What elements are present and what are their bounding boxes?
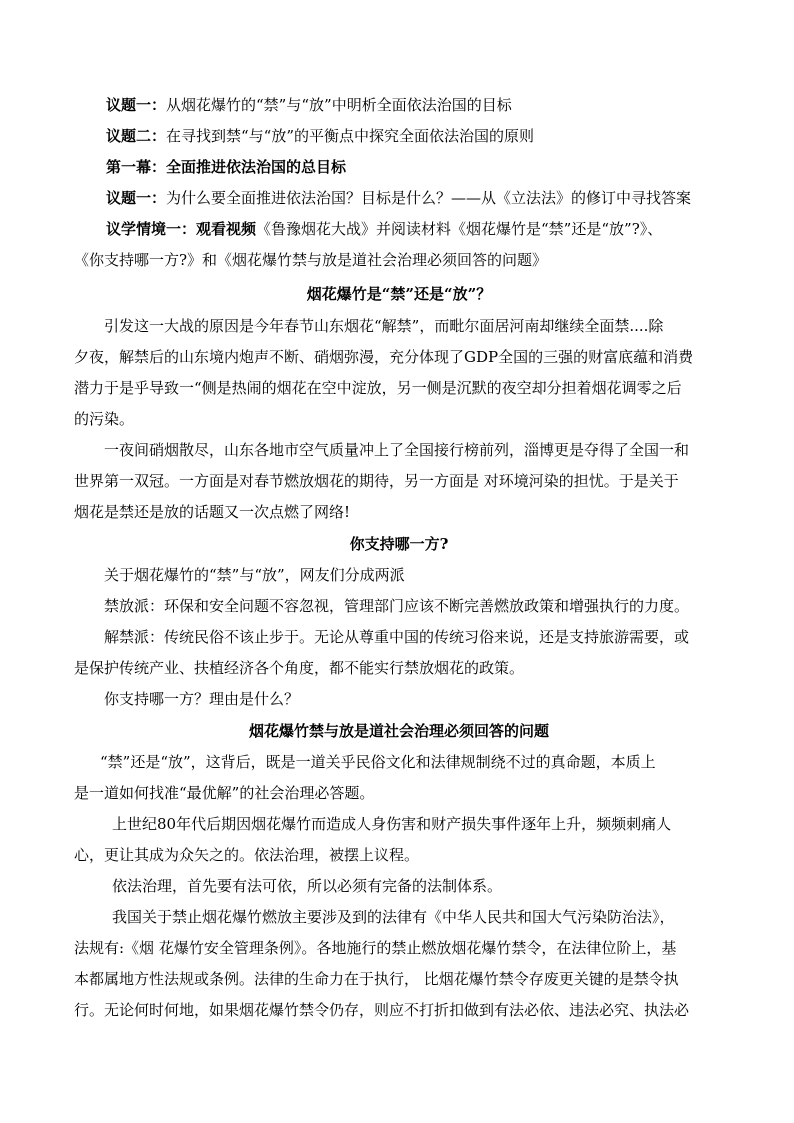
topic-1-text: 从烟花爆竹的“禁”与“放”中明析全面依法治国的目标	[166, 96, 512, 114]
section-3-p4-l4: 行。无论何时何地，如果烟花爆竹禁令仍存，则应不打折扣做到有法必依、违法必究、执法必	[74, 1001, 690, 1019]
question-1-label: 议题一：	[106, 189, 167, 207]
section-1-p1-l1: 引发这一大战的原因是今年春节山东烟花“解禁”，而毗尔面居河南却继续全面禁....除	[104, 317, 664, 335]
topic-1-label: 议题一：	[106, 96, 167, 114]
context-text-1: 《鲁豫烟花大战》并阅读材料《烟花爆竹是“禁”还是“放”?》、	[256, 220, 663, 238]
section-1-p1-l3: 潜力于是乎导致一“侧是热闹的烟花在空中淀放，另一侧是沉默的夜空却分担着烟花调零之后	[74, 379, 682, 397]
section-1-heading: 烟花爆竹是“禁”还是“放”？	[306, 285, 492, 303]
topic-2-line	[106, 125, 726, 147]
section-1-p2-l2: 世界第一双冠。一方面是对春节燃放烟花的期待，另一方面是 对环境河染的担忧。于是关于	[74, 472, 679, 490]
question-1-text: 为什么要全面推进依法治国？目标是什么？——从《立法法》的修订中寻找答案	[166, 189, 692, 207]
section-3-heading: 烟花爆竹禁与放是道社会治理必须回答的问题	[248, 722, 549, 740]
question-1-line	[106, 187, 736, 209]
section-2-p1: 关于烟花爆竹的“禁”与“放”，网友们分成两派	[104, 566, 405, 584]
act-1-title: 第一幕：全面推进依法治国的总目标	[106, 158, 347, 176]
section-3-p3: 依法治理，首先要有法可依，所以必须有完备的法制体系。	[112, 877, 503, 895]
context-line-2: 《你支持哪一方?》和《烟花爆竹禁与放是道社会治理必须回答的问题》	[74, 251, 548, 269]
section-2-p3-l2: 是保护传统产业、扶植经济各个角度，都不能实行禁放烟花的政策。	[74, 659, 525, 677]
section-3-p4-l2: 法规有:《烟 花爆竹安全管理条例》。各地施行的禁止燃放烟花爆竹禁令，在法律位阶上，基	[74, 939, 677, 957]
section-3-p1-l1: “禁”还是“放”，这背后，既是一道关乎民俗文化和法律规制绕不过的真命题，本质上	[100, 753, 656, 771]
section-1-p1-l2: 夕夜，解禁后的山东境内炮声不断、硝烟弥漫，充分体现了GDP全国的三强的财富底蕴和消费	[74, 348, 694, 366]
topic-2-text: 在寻找到禁“与“放”的平衡点中探究全面依法治国的原则	[166, 127, 535, 145]
section-1-p2-l1: 一夜间硝烟散尽，山东各地市空气质量冲上了全国接行榜前列，淄博更是夺得了全国一和	[104, 441, 690, 459]
topic-1-line	[106, 94, 726, 116]
section-2-p3-l1: 解禁派：传统民俗不该止步于。无论从尊重中国的传统习俗来说，还是支持旅游需要，或	[104, 628, 690, 646]
context-label: 议学情境一：观看视频	[106, 220, 257, 238]
context-line-1	[106, 218, 736, 240]
section-3-p1-l2: 是一道如何找准“最优解”的社会治理必答题。	[74, 784, 375, 802]
section-2-heading: 你支持哪一方?	[349, 535, 449, 553]
section-3-p4-l1: 我国关于禁止烟花爆竹燃放主要涉及到的法律有《中华人民共和国大气污染防治法》，	[112, 908, 675, 926]
topic-2-label: 议题二：	[106, 127, 167, 145]
section-3-p2-l1: 上世纪80年代后期因烟花爆竹而造成人身伤害和财产损失事件逐年上升，频频刺痛人	[112, 815, 672, 833]
section-2-p4: 你支持哪一方？理由是什么？	[104, 690, 300, 708]
section-1-p2-l3: 烟花是禁还是放的话题又一次点燃了网络!	[74, 503, 351, 521]
section-3-p4-l3: 本都属地方性法规或条例。法律的生命力在于执行， 比烟花爆竹禁令存废更关键的是禁令执	[74, 970, 679, 988]
section-1-p1-l4: 的污染。	[74, 410, 135, 428]
section-2-p2: 禁放派：环保和安全问题不容忽视，管理部门应该不断完善燃放政策和增强执行的力度。	[104, 597, 690, 615]
section-3-p2-l2: 心，更让其成为众矢之的。依法治理，被摆上议程。	[74, 846, 420, 864]
